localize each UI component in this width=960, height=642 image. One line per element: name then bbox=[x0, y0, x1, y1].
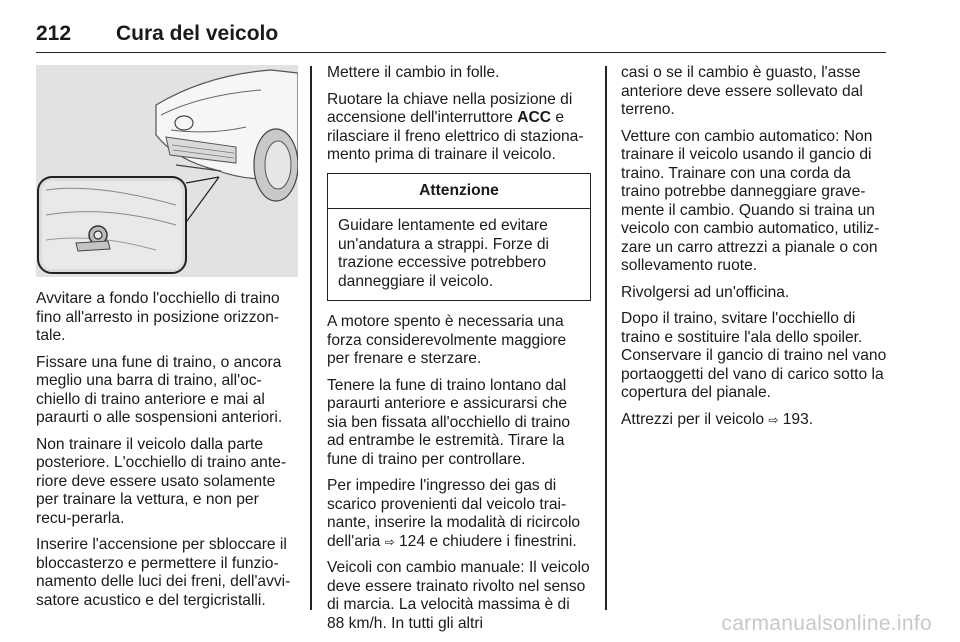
paragraph: Vetture con cambio automatico: Non trainare il veicolo usando il gancio di traino. Trainare con una corda da traino potrebbe danneggiare grave-mente il cambio. Quando si traina un veicolo con cambio automatico, utiliz-zare un carro attrezzi a pianale o con sollevamento ruote. bbox=[621, 127, 880, 274]
paragraph: Fissare una fune di traino, o ancora meglio una barra di traino, all'oc-chiello di traino anteriore e mai al paraurti o alle sospensioni anteriori. bbox=[36, 353, 283, 426]
column-left bbox=[36, 290, 298, 618]
paragraph: Mettere il cambio in folle. bbox=[327, 64, 500, 81]
column-divider bbox=[310, 66, 312, 610]
warning-title: Attenzione bbox=[328, 174, 590, 210]
text-fragment: Per impedire l'ingresso dei gas di scarico provenienti dal veicolo trai-nante, inserire la modalità di ricircolo dell'aria bbox=[327, 477, 581, 550]
paragraph: Tenere la fune di traino lontano dal paraurti anteriore e assicurarsi che sia ben fissata all'occhiello di traino ad entrambe le estremità. Tirare la fune di traino per controllare. bbox=[327, 376, 571, 468]
paragraph: A motore spento è necessaria una forza considerevolmente maggiore per frenare e sterzare. bbox=[327, 313, 567, 367]
page-header bbox=[36, 18, 886, 53]
text-fragment: e chiudere i finestrini. bbox=[425, 532, 577, 550]
text-fragment: Ruotare la chiave nella posizione di accensione dell'interruttore bbox=[327, 90, 573, 126]
paragraph bbox=[621, 411, 887, 430]
page-title: Cura del veicolo bbox=[116, 22, 279, 45]
column-divider bbox=[605, 66, 607, 610]
paragraph bbox=[327, 477, 591, 551]
paragraph: Dopo il traino, svitare l'occhiello di traino e sostituire l'ala dello spoiler. Conservare il gancio di traino nel vano portaoggetti del vano di carico sotto la copertura del pianale. bbox=[621, 310, 887, 401]
column-right bbox=[621, 64, 887, 437]
paragraph: Non trainare il veicolo dalla parte posteriore. L'occhiello di traino ante-riore deve essere usato solamente per trainare la vettura, e non per recu-perarla. bbox=[36, 435, 287, 527]
paragraph bbox=[327, 91, 591, 165]
acc-label: ACC bbox=[517, 109, 552, 126]
text-fragment: e rilasciare il freno elettrico di staziona-mento prima di trainare il veicolo. bbox=[327, 109, 584, 163]
paragraph: Inserire l'accensione per sbloccare il bloccasterzo e permettere il funzio-namento delle luci dei freni, dell'avvi-satore acustico e del tergicristalli. bbox=[36, 536, 291, 609]
page-number: 212 bbox=[36, 22, 72, 45]
paragraph: Rivolgersi ad un'officina. bbox=[621, 283, 790, 301]
warning-box bbox=[327, 173, 591, 302]
paragraph: Avvitare a fondo l'occhiello di traino fino all'arresto in posizione orizzon-tale. bbox=[36, 290, 280, 344]
page-reference[interactable]: 193. bbox=[782, 410, 814, 428]
column-middle bbox=[327, 64, 591, 641]
towing-eye-illustration bbox=[36, 65, 298, 277]
paragraph: Veicoli con cambio manuale: Il veicolo deve essere trainato rivolto nel senso di marcia. La velocità massima è di 88 km/h. In tutti gli altri bbox=[327, 559, 590, 632]
arrow-reference-icon: ⇨ bbox=[768, 412, 779, 427]
arrow-reference-icon: ⇨ bbox=[384, 534, 395, 549]
paragraph: casi o se il cambio è guasto, l'asse anteriore deve essere sollevato dal terreno. bbox=[621, 64, 863, 118]
page-reference[interactable]: 124 bbox=[399, 532, 426, 550]
text-fragment: Attrezzi per il veicolo bbox=[621, 410, 769, 428]
warning-body: Guidare lentamente ed evitare un'andatura a strappi. Forze di trazione eccessive potrebbero danneggiare il veicolo. bbox=[338, 217, 550, 290]
watermark: carmanualsonline.info bbox=[721, 612, 932, 635]
